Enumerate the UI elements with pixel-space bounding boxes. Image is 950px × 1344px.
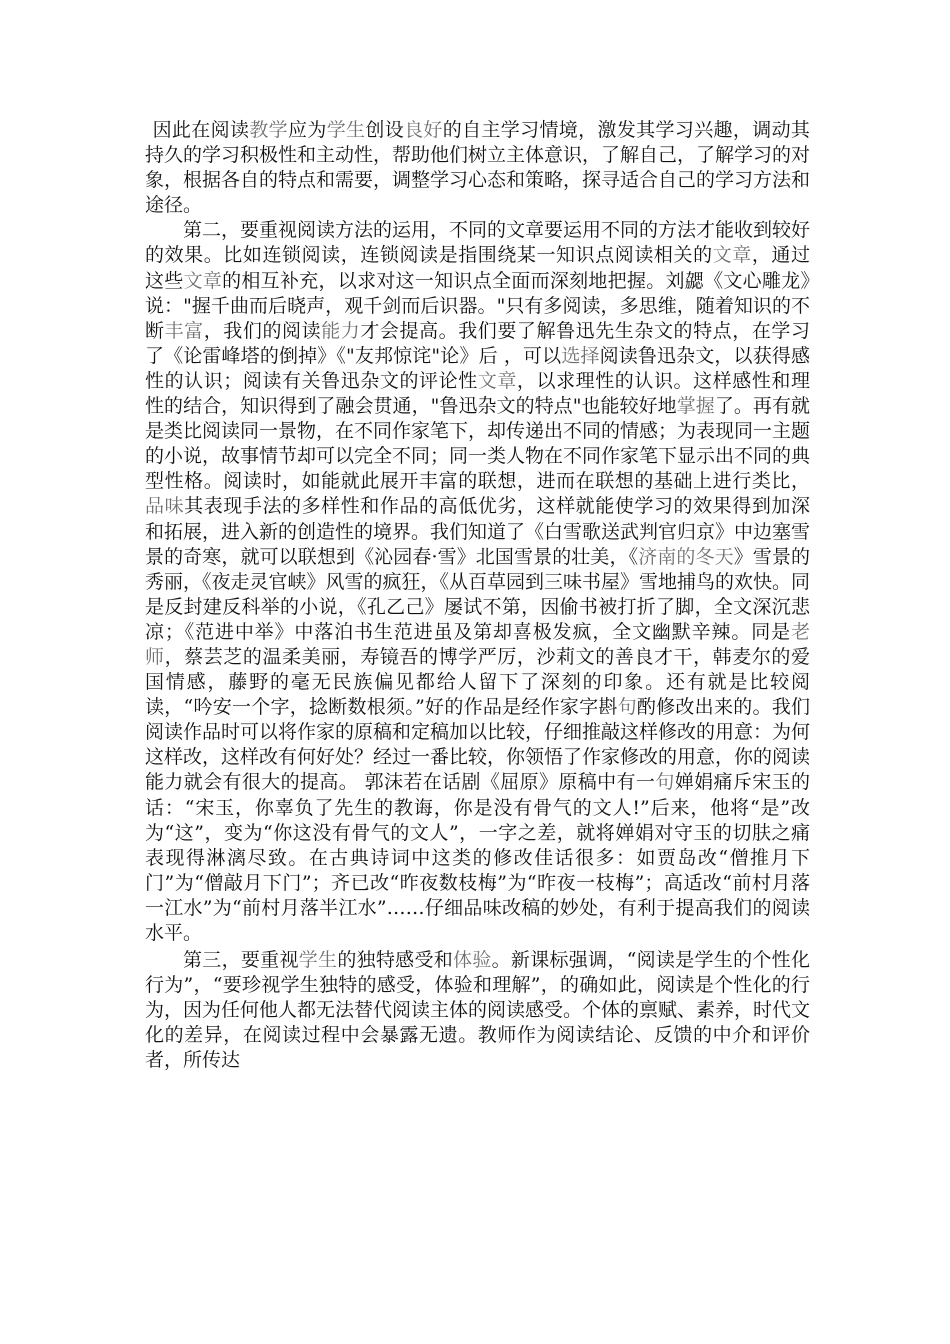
highlighted-term: 品味 [145,495,185,518]
highlighted-term: 句 [655,771,675,794]
text-segment: ，蔡芸芝的温柔美丽，寿镜吾的博学严厉，沙莉文的善良才干，韩麦尔的爱国情感，藤野的毫无民族偏见都给人留下了深刻的印象。还有就是比较阅读，“吟安一个字，捻断数根须。”好的作品是经作家字斟 [145,645,810,719]
highlighted-term: 文章 [712,244,752,267]
highlighted-term: 文章 [183,269,223,292]
text-segment: 因此在阅读 [152,119,250,141]
paragraph-intro [145,118,810,218]
text-segment: ，我们的阅读 [203,319,322,342]
text-segment: 第二，要重视阅读方法的运用，不同的文章要运用不同的方法才能收到较好的效果。比如连锁阅读，连锁阅读是指围绕某一知识点阅读相关的 [145,219,811,267]
text-segment: ，通过这些 [145,244,810,292]
highlighted-term: 教学 [249,119,288,141]
paragraph-second-method [145,218,810,946]
highlighted-term: 学生 [326,119,366,141]
document-page [145,118,810,1074]
highlighted-term: 良好 [404,119,443,141]
text-segment: 阅读鲁迅杂文，以获得感性的认识；阅读有关鲁迅杂文的评论性 [145,344,810,392]
highlighted-term: 句 [617,696,637,719]
highlighted-term: 文章 [477,369,517,392]
text-segment: 的独特感受和 [337,949,454,972]
text-segment: 婵娟痛斥宋玉的话：“宋玉，你辜负了先生的教诲，你是没有骨气的文人!”后来，他将“是”改为“这”，变为“你这没有骨气的文人”，一字之差，就将婵娟对守玉的切肤之痛表现得淋漓尽致。在古典诗词中这类的修改佳话很多：如贾岛改“僧推月下门”为“僧敲月下门”；齐已改“昨夜数枝梅”为“昨夜一枝梅”；高适改“前村月落一江水”为“前村月落半江水”……仔细品味改稿的妙处，有利于提高我们的阅读水平。 [145,771,810,944]
text-segment: 了。再有就是类比阅读同一景物，在不同作家笔下，却传递出不同的情感；为表现同一主题的小说，故事情节却可以完全不同；同一类人物在不同作家笔下显示出不同的典型性格。阅读时，如能就此展开丰富的联想，进而在联想的基础上进行类比， [145,395,811,493]
highlighted-term: 体验 [453,949,492,972]
text-segment: 酌修改出来的。我们阅读作品时可以将作家的原稿和定稿加以比较，仔细推敲这样修改的用意：为何这样改，这样改有何好处？经过一番比较，你领悟了作家修改的用意，你的阅读能力就会有很大的提高。 郭沫若在话剧《屈原》原稿中有一 [145,696,811,794]
highlighted-term: 选择 [561,344,600,367]
paragraph-third-experience [145,948,810,1073]
text-segment: 。新课标强调，“阅读是学生的个性化行为”，“要珍视学生独特的感受，体验和理解”，的确如此，阅读是个性化的行为，因为任何他人都无法替代阅读主体的阅读感受。个体的禀赋、素养，时代文化的差异，在阅读过程中会暴露无遗。教师作为阅读结论、反馈的中介和评价者，所传达 [145,949,811,1072]
text-segment: 创设 [365,119,405,141]
highlighted-term: 济南的冬天 [638,545,734,568]
text-segment: 第三，要重视 [183,949,299,972]
text-segment: 》雪景的秀丽，《夜走灵官峡》风雪的疯狂，《从百草园到三味书屋》雪地捕鸟的欢快。同是反封建反科举的小说，《孔乙己》屡试不第，因偷书被打折了脚，全文深沉悲凉；《范进中举》中落泊书生范进虽及第却喜极发疯，全文幽默辛辣。同是 [145,545,811,643]
highlighted-term: 学生 [298,949,338,972]
text-segment: 的相互补充，以求对这一知识点全面而深刻地把握。刘勰《文心雕龙》说："握千曲而后晓声，观千剑而后识器。"只有多阅读，多思维，随着知识的不断 [145,269,810,342]
text-segment: 才会提高。我们要了解鲁迅先生杂文的特点，在学习了《论雷峰塔的倒掉》《"友邦惊诧"论》后 ，可以 [145,319,810,367]
highlighted-term: 老师 [145,620,810,668]
text-segment: 的自主学习情境，激发其学习兴趣，调动其持久的学习积极性和主动性，帮助他们树立主体意识，了解自己，了解学习的对象，根据各自的特点和需要，调整学习心态和策略，探寻适合自己的学习方法和途径。 [145,119,811,217]
text-segment: 应为 [288,119,327,141]
highlighted-term: 丰富 [164,319,204,342]
highlighted-term: 掌握 [676,395,715,418]
text-segment: ，以求理性的认识。这样感性和理性的结合，知识得到了融会贯通，"鲁迅杂文的特点"也能较好地 [145,369,810,418]
text-segment: 其表现手法的多样性和作品的高低优劣，这样就能使学习的效果得到加深和拓展，进入新的创造性的境界。我们知道了《白雪歌送武判官归京》中边塞雪景的奇寒，就可以联想到《沁园春·雪》北国雪景的壮美，《 [145,495,811,568]
highlighted-term: 能力 [321,319,361,342]
